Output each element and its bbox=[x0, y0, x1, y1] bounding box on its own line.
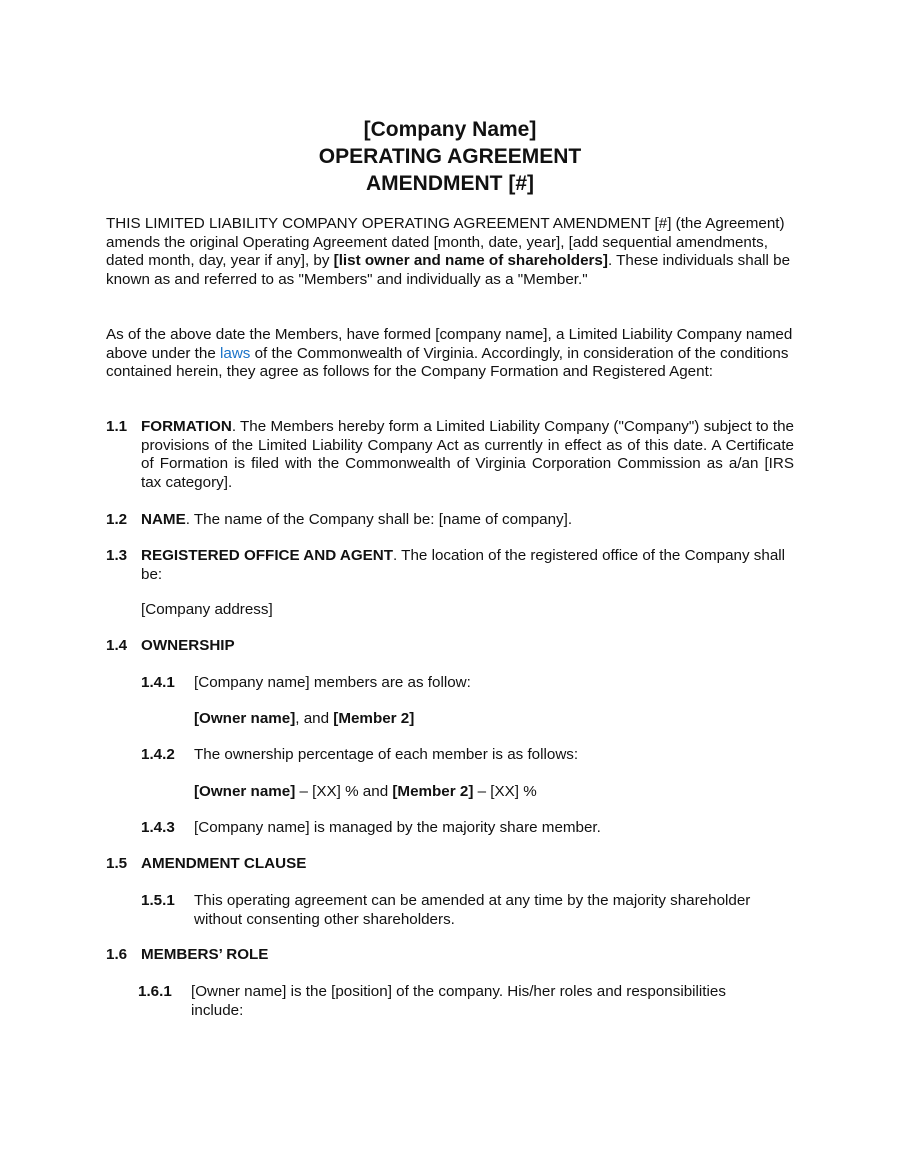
subsection-text: [Company name] is managed by the majority share member. bbox=[194, 819, 601, 836]
section-text: . The location of the registered office of the Company shall be: bbox=[141, 547, 786, 583]
section-number: 1.1 bbox=[106, 418, 128, 435]
subsection-1-4-2 bbox=[141, 746, 794, 765]
section-number: 1.2 bbox=[106, 511, 128, 528]
title-agreement: OPERATING AGREEMENT bbox=[318, 145, 582, 168]
section-heading: REGISTERED OFFICE AND AGENT bbox=[141, 547, 394, 564]
section-heading: OWNERSHIP bbox=[141, 637, 235, 654]
section-number: 1.4 bbox=[106, 637, 128, 654]
title-amendment: AMENDMENT [#] bbox=[366, 172, 534, 195]
section-heading: MEMBERS’ ROLE bbox=[141, 946, 269, 963]
ownership-percentages bbox=[194, 783, 537, 802]
intro-text-b: . These individuals shall be known as and referred to as "Members" and individually as a "Member." bbox=[106, 252, 791, 288]
section-heading: FORMATION bbox=[141, 418, 232, 435]
section-text: . The Members hereby form a Limited Liability Company ("Company") subject to the provisions of the Limited Liability Company Act as currently in effect as of this date. A Certificate of Formation is filed with the Commonwealth of Virginia Corporation Commission as a/an [IRS tax category]. bbox=[141, 418, 794, 491]
subsection-1-4-1 bbox=[141, 674, 794, 693]
subsection-number: 1.4.3 bbox=[141, 819, 175, 836]
subsection-text: [Owner name] is the [position] of the company. His/her roles and responsibilities include: bbox=[191, 983, 726, 1019]
section-heading: NAME bbox=[141, 511, 186, 528]
member-2-name: [Member 2] bbox=[392, 783, 474, 800]
section-1-5 bbox=[106, 855, 794, 874]
section-1-1 bbox=[106, 418, 794, 492]
section-1-2 bbox=[106, 511, 794, 530]
document-title bbox=[0, 116, 900, 197]
subsection-text: This operating agreement can be amended at any time by the majority shareholder without consenting other shareholders. bbox=[194, 892, 751, 928]
subsection-text: [Company name] members are as follow: bbox=[194, 674, 471, 691]
subsection-number: 1.5.1 bbox=[141, 892, 175, 909]
section-number: 1.6 bbox=[106, 946, 128, 963]
formation-text-b: of the Commonwealth of Virginia. Accordingly, in consideration of the conditions contained herein, they agree as follows for the Company Formation and Registered Agent: bbox=[106, 344, 789, 380]
subsection-number: 1.6.1 bbox=[138, 983, 172, 1000]
subsection-text: The ownership percentage of each member is as follows: bbox=[194, 746, 579, 763]
laws-link[interactable]: laws bbox=[220, 344, 251, 362]
formation-paragraph bbox=[106, 326, 794, 382]
subsection-1-5-1 bbox=[141, 892, 794, 929]
members-list bbox=[194, 710, 414, 729]
member-2-percentage: – [XX] % bbox=[473, 783, 537, 800]
section-1-6 bbox=[106, 946, 794, 965]
section-number: 1.3 bbox=[106, 547, 128, 564]
owner-name: [Owner name] bbox=[194, 783, 296, 800]
members-and: , and bbox=[295, 710, 334, 727]
section-heading: AMENDMENT CLAUSE bbox=[141, 855, 307, 872]
subsection-1-4-3 bbox=[141, 819, 794, 838]
subsection-number: 1.4.1 bbox=[141, 674, 175, 691]
section-number: 1.5 bbox=[106, 855, 128, 872]
intro-shareholders: [list owner and name of shareholders] bbox=[333, 252, 608, 269]
section-text: . The name of the Company shall be: [name of company]. bbox=[185, 511, 573, 528]
intro-paragraph bbox=[106, 215, 794, 289]
subsection-1-6-1 bbox=[138, 983, 778, 1020]
company-address: [Company address] bbox=[141, 601, 273, 618]
owner-percentage: – [XX] % and bbox=[295, 783, 393, 800]
intro-text-a: THIS LIMITED LIABILITY COMPANY OPERATING AGREEMENT AMENDMENT [#] (the Agreement) amends the original Operating Agreement dated [month, date, year], [add sequential amendments, dated month, day, year if any], by bbox=[106, 215, 785, 269]
title-company-name: [Company Name] bbox=[363, 118, 537, 141]
formation-text-a: As of the above date the Members, have formed [company name], a Limited Liability Company named above under the bbox=[106, 326, 793, 362]
section-1-3 bbox=[106, 547, 794, 584]
subsection-number: 1.4.2 bbox=[141, 746, 175, 763]
section-1-4 bbox=[106, 637, 794, 656]
owner-name: [Owner name] bbox=[194, 710, 296, 727]
member-2-name: [Member 2] bbox=[333, 710, 415, 727]
